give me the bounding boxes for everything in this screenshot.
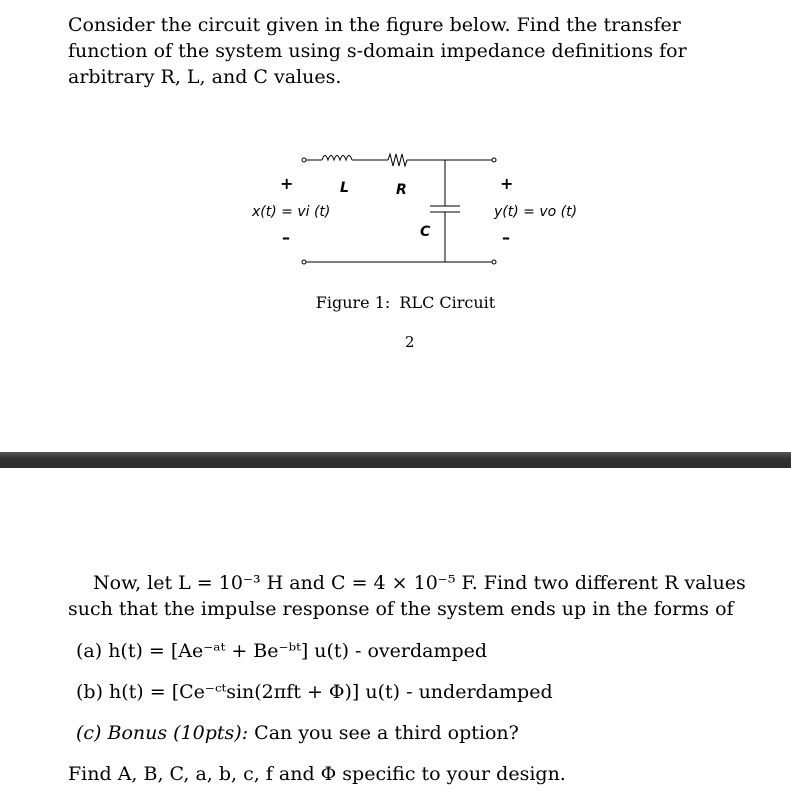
figure-caption <box>0 293 791 312</box>
item-a: (a) h(t) = [Ae⁻ᵃᵗ + Be⁻ᵇᵗ] u(t) - overdamped <box>76 640 488 662</box>
terminal-bottom-right <box>492 260 496 264</box>
page-number: 2 <box>405 333 415 351</box>
closing-line: Find A, B, C, a, b, c, f and Φ specific to your design. <box>68 763 566 785</box>
item-b: (b) h(t) = [Ce⁻ᶜᵗsin(2πft + Φ)] u(t) - underdamped <box>76 681 553 703</box>
plus-left: + <box>280 174 294 193</box>
caption-label: Figure 1: <box>315 293 391 312</box>
output-label: y(t) = vo (t) <box>494 204 578 220</box>
resistor-label: R <box>396 182 407 198</box>
problem-intro: Consider the circuit given in the figure below. Find the transfer function of the system using s-domain impedance definitions for arbitrary R, L, and C values. <box>68 14 687 88</box>
page-bottom <box>0 468 791 807</box>
terminal-top-right <box>492 158 496 162</box>
minus-left: – <box>282 228 290 247</box>
caption-text: RLC Circuit <box>399 293 496 312</box>
item-c-text: Can you see a third option? <box>254 722 519 744</box>
terminal-top-left <box>302 158 306 162</box>
inductor-label: L <box>340 180 349 196</box>
minus-right: – <box>502 228 510 247</box>
resistor-zigzag <box>388 154 407 166</box>
part2-intro: Now, let L = 10⁻³ H and C = 4 × 10⁻⁵ F. Find two different R values such that the impulse response of the system ends up in the forms of <box>68 572 746 620</box>
input-label: x(t) = vi (t) <box>252 204 331 220</box>
rlc-circuit-figure <box>240 140 600 280</box>
terminal-bottom-left <box>302 260 306 264</box>
inductor-coil <box>322 156 352 161</box>
item-c-label: (c) Bonus (10pts): <box>76 722 249 744</box>
plus-right: + <box>500 174 514 193</box>
capacitor-label: C <box>420 224 431 240</box>
page-divider <box>0 452 791 468</box>
item-c <box>76 722 519 744</box>
